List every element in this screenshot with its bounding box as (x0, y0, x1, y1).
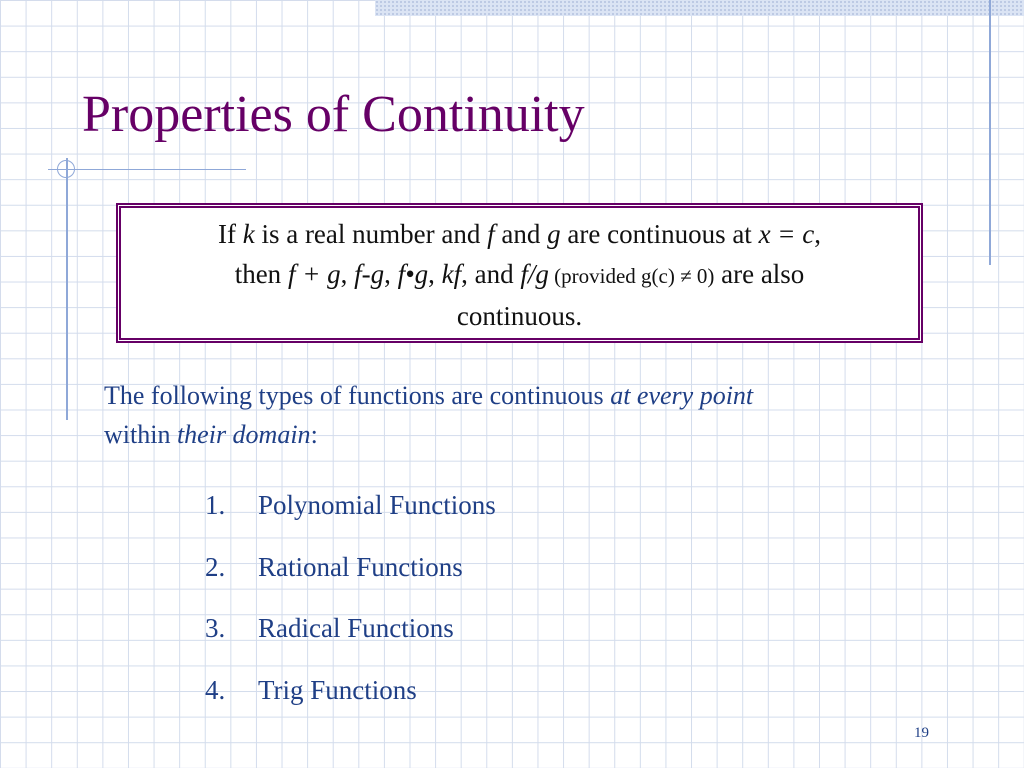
def-f-over-g: f/g (520, 259, 549, 289)
list-item (205, 671, 496, 733)
intro-text-part-1: The following types of functions are continuous (104, 381, 611, 410)
decorative-vertical-line-left (66, 158, 68, 420)
list-item-label: Trig Functions (258, 674, 417, 705)
decorative-crosshair-circle (57, 160, 75, 178)
def-f-minus-g: f-g (354, 259, 385, 289)
def-var-k: k (242, 219, 255, 249)
def-var-f: f (487, 219, 495, 249)
def-sep-1: , (340, 259, 355, 289)
def-provided-note: (provided g(c) ≠ 0) (548, 264, 715, 288)
def-sep-2: , (384, 259, 398, 289)
def-sep-3: , (428, 259, 442, 289)
list-item (205, 486, 496, 548)
definition-line-1 (118, 214, 921, 254)
intro-their-domain: their domain (176, 420, 311, 449)
list-item-number: 4. (205, 674, 226, 705)
slide-title: Properties of Continuity (82, 86, 585, 143)
list-item (205, 548, 496, 610)
def-kf: kf (441, 259, 462, 289)
list-item-number: 2. (205, 551, 226, 582)
def-f-plus-g: f + g (287, 259, 341, 289)
decorative-vertical-line-right (989, 0, 991, 265)
def-then: then (234, 259, 288, 289)
definition-line-2 (118, 254, 921, 296)
def-is-real: is a real number and (254, 219, 488, 249)
list-item-number: 3. (205, 613, 226, 643)
list-item-label: Rational Functions (258, 551, 463, 582)
definition-line-3 (118, 296, 921, 336)
intro-paragraph (104, 376, 944, 454)
def-continuous-at: are continuous at (560, 219, 759, 249)
def-var-g: g (547, 219, 561, 249)
list-item-label: Polynomial Functions (258, 490, 496, 520)
def-continuous: continuous. (456, 301, 583, 331)
definition-text (118, 214, 921, 336)
decorative-title-underline (48, 169, 246, 170)
intro-within: within (104, 420, 177, 449)
list-item-number: 1. (205, 490, 226, 520)
def-and: and (494, 219, 548, 249)
slide-number: 19 (914, 725, 929, 741)
list-item (205, 609, 496, 671)
def-are-also: are also (714, 259, 805, 289)
def-comma: , (814, 219, 822, 249)
def-if: If (217, 219, 243, 249)
decorative-top-band (375, 0, 1024, 16)
list-item-label: Radical Functions (258, 613, 454, 643)
def-x-equals-c: x = c (758, 219, 815, 249)
intro-at-every-point: at every point (610, 381, 754, 410)
intro-colon: : (310, 420, 318, 449)
def-and-2: , and (461, 259, 521, 289)
function-types-list (205, 486, 496, 732)
def-f-dot-g: f•g (397, 259, 429, 289)
